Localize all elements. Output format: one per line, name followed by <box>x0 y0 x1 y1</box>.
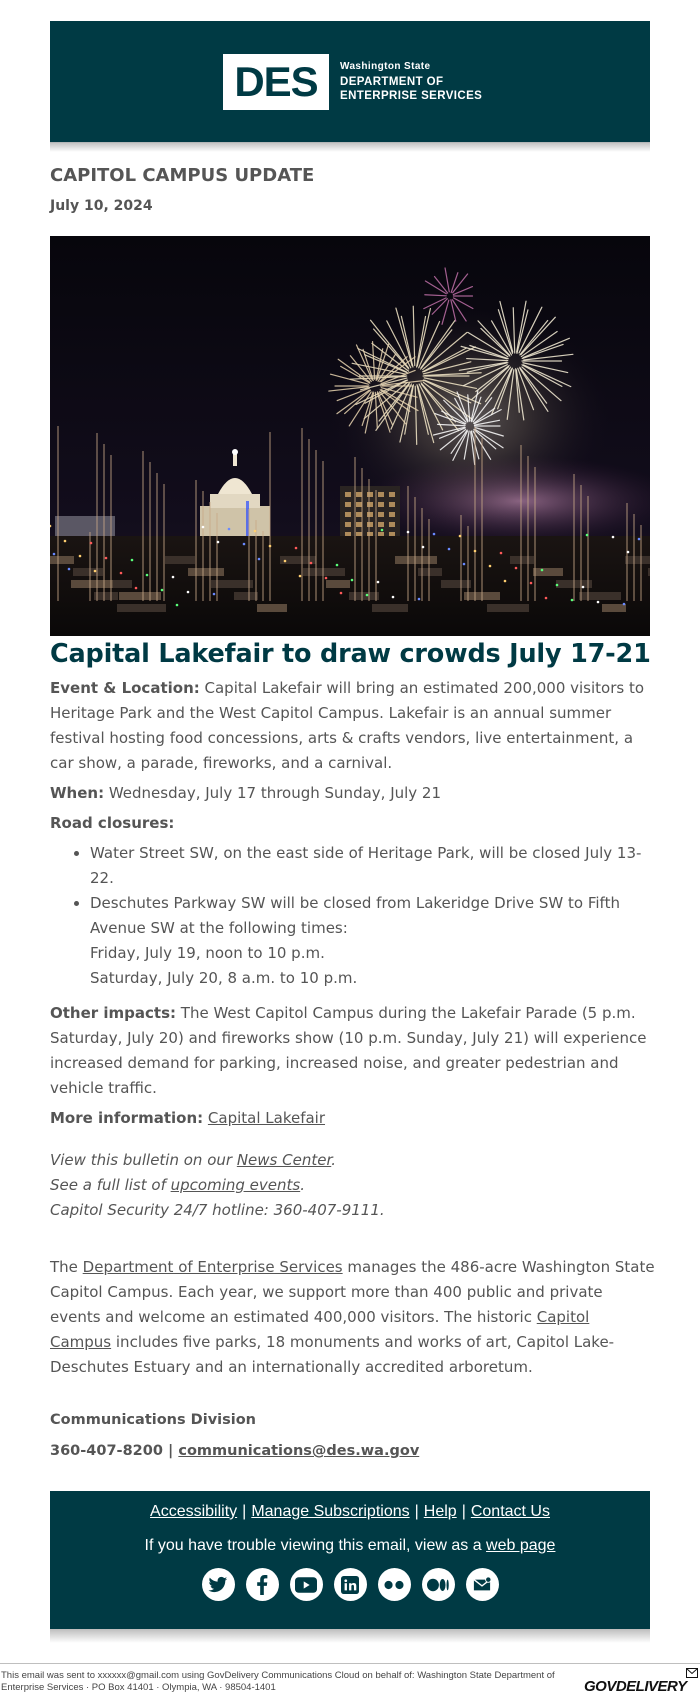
about-prefix: The <box>50 1258 83 1276</box>
footer-shadow <box>50 1629 650 1643</box>
impacts-paragraph <box>50 1001 655 1101</box>
envelope-icon <box>686 1668 698 1678</box>
event-text: Capital Lakefair will bring an estimated 200,000 visitors to Heritage Park and the West Capitol Campus. Lakefair is an annual summer festival hosting food concessions, arts & crafts vendors, live entertainment, a car show, a parade, fireworks, and a carnival. <box>50 679 645 772</box>
contact-us-link[interactable]: Contact Us <box>470 1503 550 1520</box>
upcoming-events-suffix: . <box>300 1176 305 1194</box>
news-center-line <box>50 1148 650 1173</box>
upcoming-events-prefix: See a full list of <box>50 1176 171 1194</box>
article-body <box>50 676 655 1136</box>
header-banner <box>50 21 650 143</box>
logo-wordmark <box>340 61 482 103</box>
logo-mark: DES <box>234 58 318 105</box>
footer-separator: | <box>242 1503 247 1520</box>
flickr-icon[interactable] <box>378 1568 411 1601</box>
upcoming-events-link[interactable]: upcoming events <box>170 1176 301 1194</box>
des-logo[interactable] <box>223 54 329 110</box>
upcoming-events-line <box>50 1173 650 1198</box>
footer-banner <box>50 1491 650 1629</box>
road-closures-heading <box>50 811 655 836</box>
accessibility-link[interactable]: Accessibility <box>150 1503 238 1520</box>
footer-links <box>50 1503 650 1521</box>
des-link[interactable]: Department of Enterprise Services <box>82 1258 343 1276</box>
facebook-icon[interactable] <box>246 1568 279 1601</box>
list-item <box>90 841 655 891</box>
header-shadow <box>50 142 650 152</box>
news-center-link[interactable]: News Center <box>236 1151 332 1169</box>
communications-contact <box>50 1443 419 1459</box>
impacts-label: Other impacts: <box>50 1004 177 1022</box>
impacts-text: The West Capitol Campus during the Lakefair Parade (5 p.m. Saturday, July 20) and fireworks show (10 p.m. Sunday, July 21) will experience increased demand for parking, increased noise, and greater pedestrian and vehicle traffic. <box>50 1004 647 1097</box>
logo-line-3: ENTERPRISE SERVICES <box>340 90 483 102</box>
social-icons <box>50 1568 650 1601</box>
fireworks-illustration <box>50 236 650 636</box>
footer-view-web <box>50 1537 650 1555</box>
news-center-suffix: . <box>331 1151 337 1169</box>
bulletin-kicker: CAPITOL CAMPUS UPDATE <box>50 165 315 186</box>
capitol-campus-link[interactable]: Capitol Campus <box>50 1308 590 1351</box>
web-page-link[interactable]: web page <box>486 1537 556 1554</box>
about-middle: manages the 486-acre Washington State Capitol Campus. Each year, we support more than 400 public and private events and welcome an estimated 400,000 visitors. The historic <box>50 1258 655 1326</box>
article-headline: Capital Lakefair to draw crowds July 17-21 <box>50 639 651 669</box>
road-closures-list <box>50 841 655 991</box>
about-paragraph <box>50 1255 655 1380</box>
list-item <box>90 891 655 991</box>
about-suffix: includes five parks, 18 monuments and works of art, Capitol Lake-Deschutes Estuary and an internationally accredited arboretum. <box>50 1333 615 1376</box>
road-item-2: Deschutes Parkway SW will be closed from Lakeridge Drive SW to Fifth Avenue SW at the following times: <box>90 894 620 937</box>
event-paragraph <box>50 676 655 776</box>
logo-line-1: Washington State <box>340 61 431 72</box>
event-label: Event & Location: <box>50 679 200 697</box>
view-web-prefix: If you have trouble viewing this email, view as a <box>144 1537 487 1554</box>
help-link[interactable]: Help <box>423 1503 457 1520</box>
security-hotline: Capitol Security 24/7 hotline: 360-407-9111. <box>50 1201 385 1219</box>
contact-separator: | <box>162 1443 179 1459</box>
road-label: Road closures: <box>50 814 175 832</box>
medium-icon[interactable] <box>422 1568 455 1601</box>
communications-phone: 360-407-8200 <box>50 1443 163 1459</box>
footer-separator: | <box>461 1503 466 1520</box>
news-center-prefix: View this bulletin on our <box>50 1151 237 1169</box>
twitter-icon[interactable] <box>202 1568 235 1601</box>
communications-email-link[interactable]: communications@des.wa.gov <box>178 1443 420 1459</box>
hero-image-fireworks <box>50 236 650 636</box>
communications-title: Communications Division <box>50 1412 256 1428</box>
road-item-1: Water Street SW, on the east side of Heritage Park, will be closed July 13-22. <box>90 844 642 887</box>
when-text: Wednesday, July 17 through Sunday, July 21 <box>104 784 442 802</box>
bulletin-date: July 10, 2024 <box>50 198 153 214</box>
more-label: More information: <box>50 1109 204 1127</box>
linkedin-icon[interactable] <box>334 1568 367 1601</box>
legal-notice: This email was sent to xxxxxx@gmail.com using GovDelivery Communications Cloud on behalf of: Washington State Department of Enterprise Services · PO Box 41401 · Olympia, WA · 98504-1401 <box>1 1670 555 1693</box>
footer-separator: | <box>414 1503 419 1520</box>
capital-lakefair-link[interactable]: Capital Lakefair <box>207 1109 326 1127</box>
youtube-icon[interactable] <box>290 1568 323 1601</box>
road-item-2-time-2: Saturday, July 20, 8 a.m. to 10 p.m. <box>90 969 358 987</box>
manage-subscriptions-link[interactable]: Manage Subscriptions <box>251 1503 410 1520</box>
road-item-2-time-1: Friday, July 19, noon to 10 p.m. <box>90 944 325 962</box>
govdelivery-logo[interactable]: GOVDELIVERY <box>584 1678 687 1695</box>
more-info-paragraph <box>50 1106 655 1131</box>
email-subscribe-icon[interactable] <box>466 1568 499 1601</box>
when-paragraph <box>50 781 655 806</box>
legal-divider <box>0 1663 700 1664</box>
when-label: When: <box>50 784 105 802</box>
bulletin-notes <box>50 1148 650 1223</box>
logo-line-2: DEPARTMENT OF <box>340 76 444 88</box>
